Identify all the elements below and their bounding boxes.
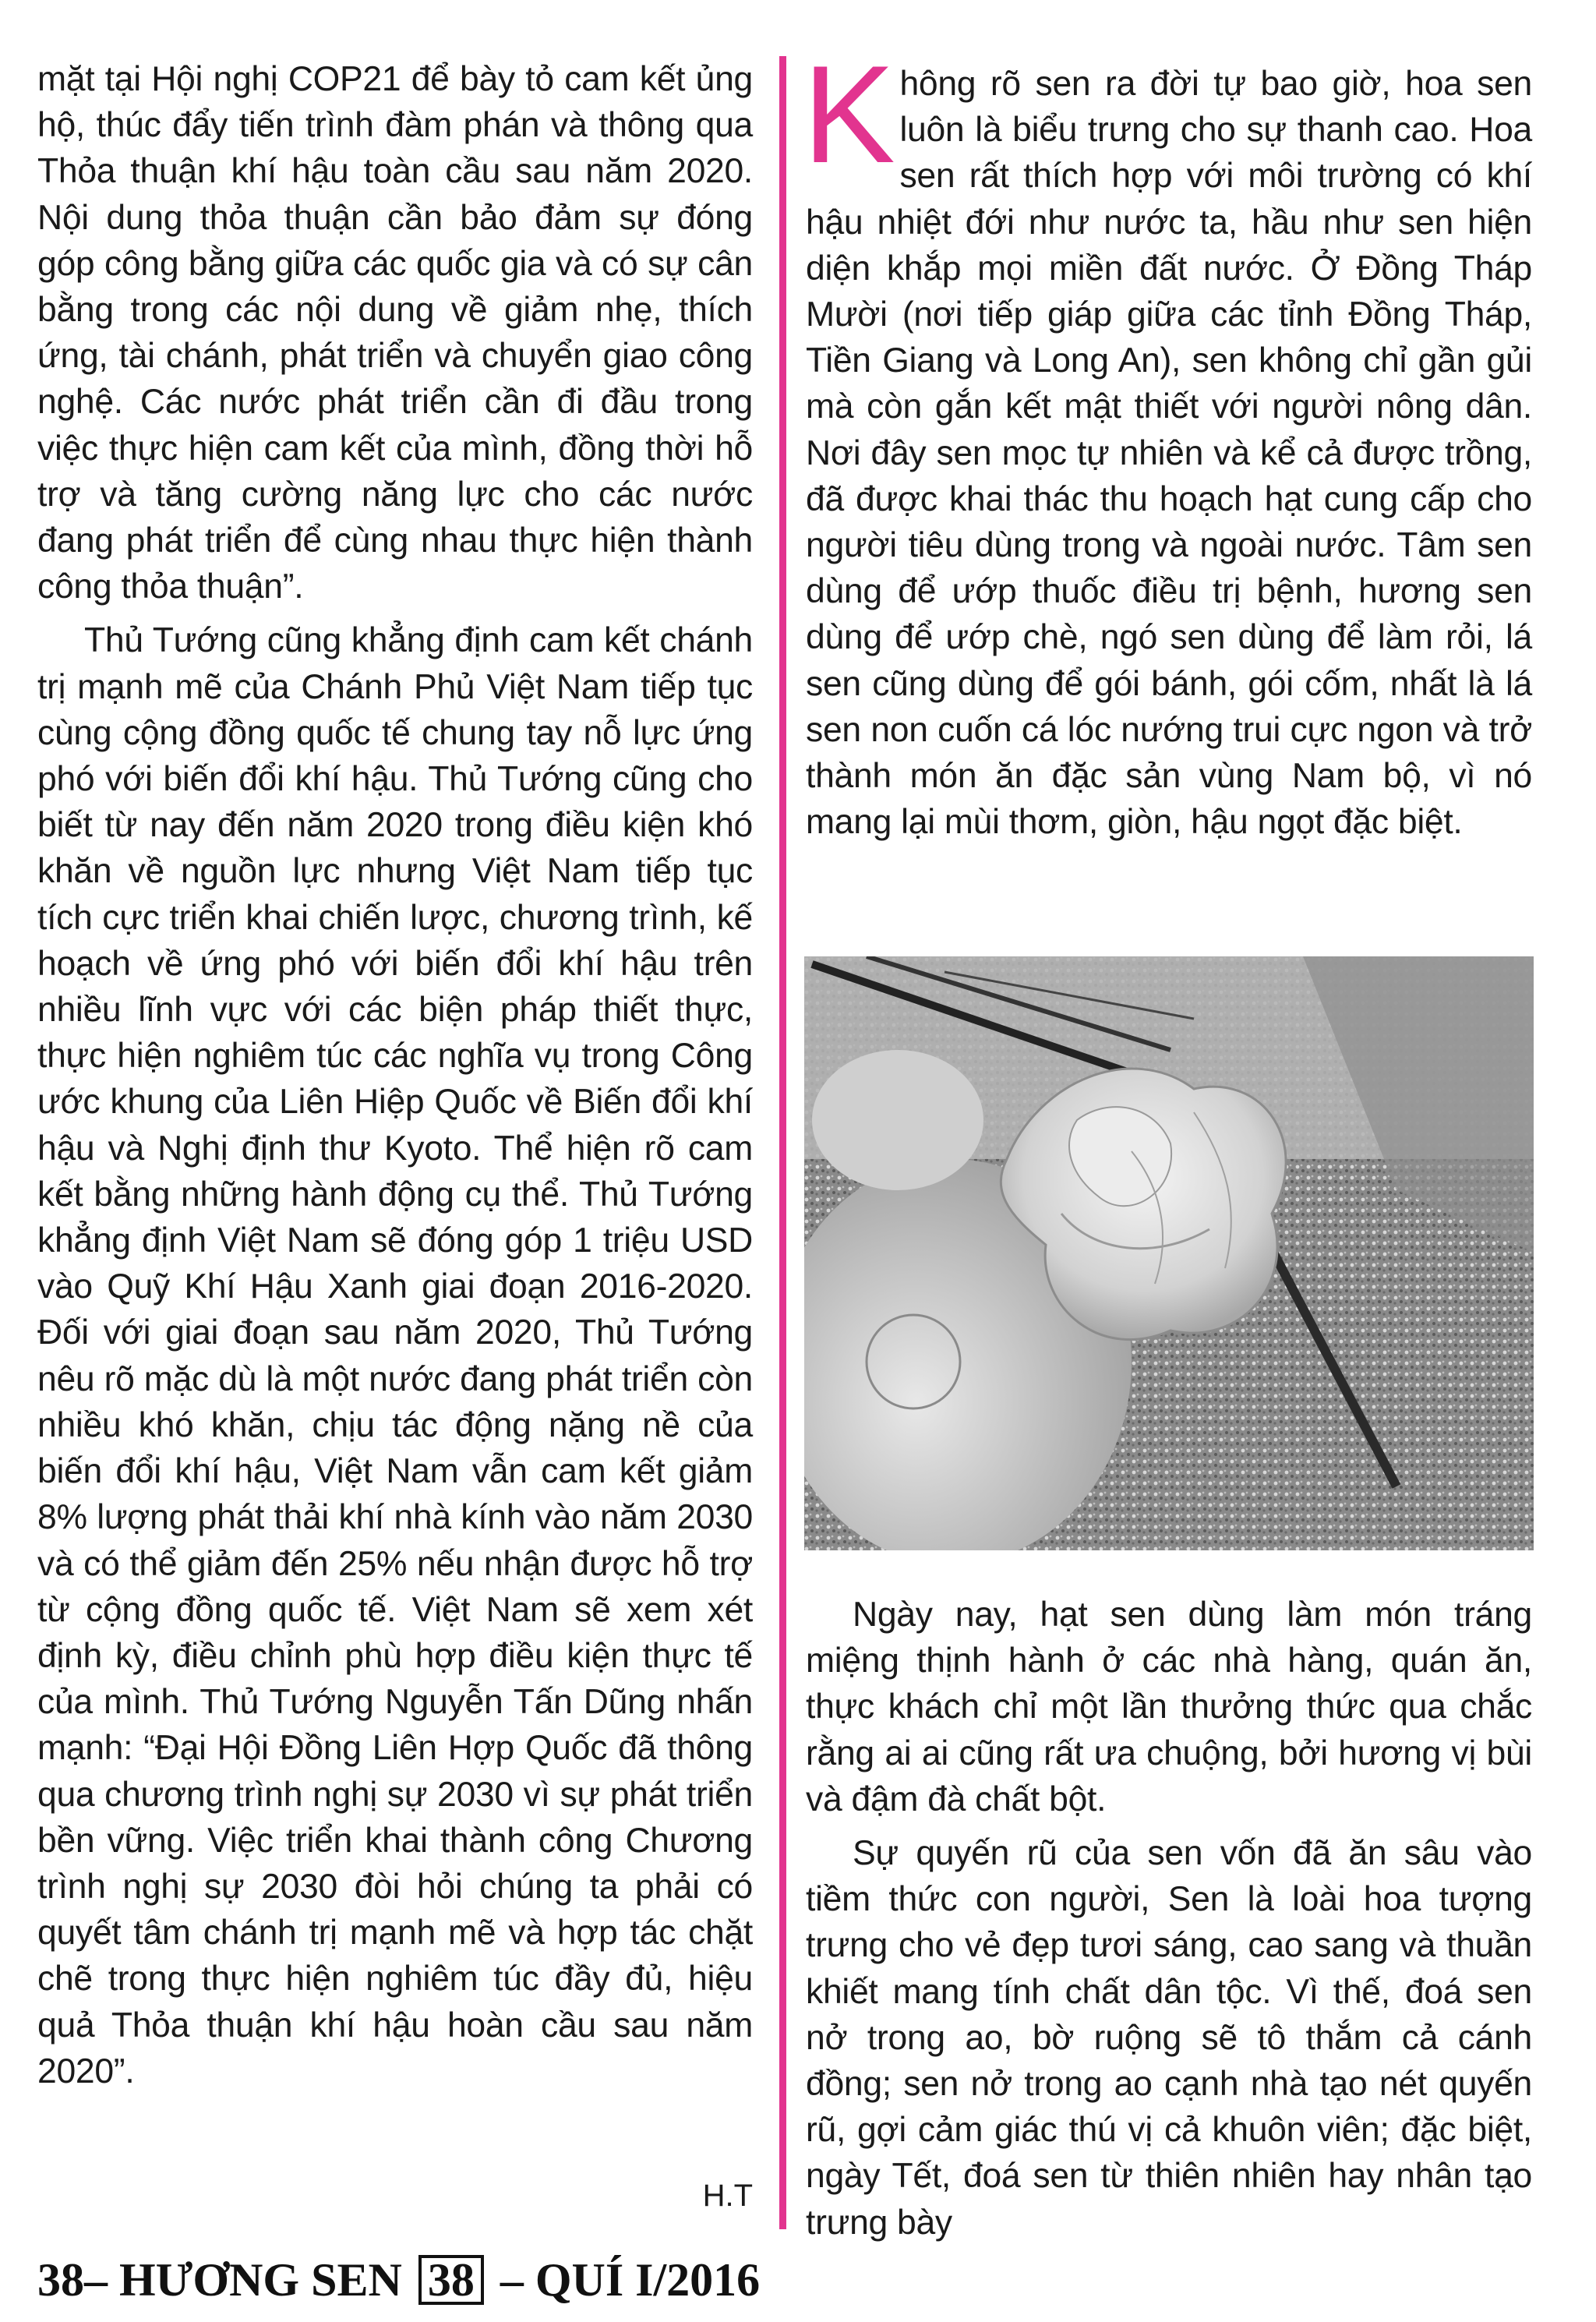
page-number: 38 bbox=[37, 2254, 84, 2306]
right-paragraph-2: Ngày nay, hạt sen dùng làm món tráng miệng thịnh hành ở các nhà hàng, quán ăn, thực khách chỉ một lần thưởng thức qua chắc rằng ai ai cũng rất ưa chuộng, bởi hương vị bùi và đậm đà chất bột. bbox=[806, 1596, 1532, 1818]
right-intro-paragraph bbox=[803, 37, 1532, 845]
issue-number: 38 bbox=[418, 2255, 484, 2305]
footer-dash: – bbox=[84, 2254, 108, 2306]
footer-dash-2: – bbox=[500, 2254, 524, 2306]
lotus-photo bbox=[804, 956, 1534, 1550]
right-paragraph-3: Sự quyến rũ của sen vốn đã ăn sâu vào tiềm thức con người, Sen là loài hoa tượng trưng cho vẻ đẹp tươi sáng, cao sang và thuần khiết mang tính chất dân tộc. Vì thế, đoá sen nở trong ao, bờ ruộng sẽ tô thắm cả cánh đồng; sen nở trong ao cạnh nhà tạo nét quyến rũ, gợi cảm giác thú vị cả khuôn viên; đặc biệt, ngày Tết, đoá sen từ thiên nhiên hay nhân tạo trưng bày bbox=[806, 1834, 1532, 2242]
lotus-flower-image bbox=[804, 956, 1534, 1550]
right-intro-text: hông rõ sen ra đời tự bao giờ, hoa sen luôn là biểu trưng cho sự thanh cao. Hoa sen rất thích hợp với môi trường có khí hậu nhiệt đới như nước ta, hầu như sen hiện diện khắp mọi miền đất nước. Ở Đồng Tháp Mười (nơi tiếp giáp giữa các tỉnh Đồng Tháp, Tiền Giang và Long An), sen không chỉ gần gủi mà còn gắn kết mật thiết với người nông dân. Nơi đây sen mọc tự nhiên và kể cả được trồng, đã được khai thác thu hoạch hạt cung cấp cho người tiêu dùng trong và ngoài nước. Tâm sen dùng để ướp thuốc điều trị bệnh, hương sen dùng để ướp chè, ngó sen dùng để làm rỏi, lá sen cũng dùng để gói bánh, gói cốm, nhất là lá sen non cuốn cá lóc nướng trui cực ngon và trở thành món ăn đặc sản vùng Nam bộ, vì nó mang lại mùi thơm, giòn, hậu ngọt đặc biệt. bbox=[806, 65, 1532, 842]
left-column bbox=[37, 56, 753, 2094]
left-paragraph-2: Thủ Tướng cũng khẳng định cam kết chánh trị mạnh mẽ của Chánh Phủ Việt Nam tiếp tục cùng cộng đồng quốc tế chung tay nỗ lực ứng phó với biến đổi khí hậu. Thủ Tướng cũng cho biết từ nay đến năm 2020 trong điều kiện khó khăn về nguồn lực nhưng Việt Nam tiếp tục tích cực triển khai chiến lược, chương trình, kế hoạch về ứng phó với biến đổi khí hậu trên nhiều lĩnh vực với các biện pháp thiết thực, thực hiện nghiêm túc các nghĩa vụ trong Công ước khung của Liên Hiệp Quốc về Biến đổi khí hậu và Nghị định thư Kyoto. Thể hiện rõ cam kết bằng những hành động cụ thể. Thủ Tướng khẳng định Việt Nam sẽ đóng góp 1 triệu USD vào Quỹ Khí Hậu Xanh giai đoạn 2016-2020. Đối với giai đoạn sau năm 2020, Thủ Tướng nêu rõ mặc dù là một nước đang phát triển còn nhiều khó khăn, chịu tác động nặng nề của biến đổi khí hậu, Việt Nam vẫn cam kết giảm 8% lượng phát thải khí nhà kính vào năm 2030 và có thể giảm đến 25% nếu nhận được hỗ trợ từ cộng đồng quốc tế. Việt Nam sẽ xem xét định kỳ, điều chỉnh phù hợp điều kiện thực tế của mình. Thủ Tướng Nguyễn Tấn Dũng nhấn mạnh: “Đại Hội Đồng Liên Hợp Quốc đã thông qua chương trình nghị sự 2030 vì sự phát triển bền vững. Việc triển khai thành công Chương trình nghị sự 2030 đòi hỏi chúng ta phải có quyết tâm chánh trị mạnh mẽ và hợp tác chặt chẽ trong thực hiện nghiêm túc đầy đủ, hiệu quả Thỏa thuận khí hậu hoàn cầu sau năm 2020”. bbox=[37, 621, 753, 2091]
issue-quarter: QUÍ I/2016 bbox=[535, 2254, 761, 2306]
drop-cap: K bbox=[803, 37, 895, 192]
page-footer bbox=[37, 2252, 760, 2308]
column-divider bbox=[779, 56, 786, 2229]
left-paragraph-1: mặt tại Hội nghị COP21 để bày tỏ cam kết ủng hộ, thúc đẩy tiến trình đàm phán và thông qua Thỏa thuận khí hậu toàn cầu sau năm 2020. Nội dung thỏa thuận cần bảo đảm sự đóng góp công bằng giữa các quốc gia và có sự cân bằng trong các nội dung về giảm nhẹ, thích ứng, tài chánh, phát triển và chuyển giao công nghệ. Các nước phát triển cần đi đầu trong việc thực hiện cam kết của mình, đồng thời hỗ trợ và tăng cường năng lực cho các nước đang phát triển để cùng nhau thực hiện thành công thỏa thuận”. bbox=[37, 60, 753, 606]
author-signature: H.T bbox=[702, 2179, 753, 2213]
magazine-name: HƯƠNG SEN bbox=[119, 2254, 402, 2306]
right-column-continued bbox=[806, 1584, 1532, 2246]
right-column-intro bbox=[803, 37, 1532, 845]
